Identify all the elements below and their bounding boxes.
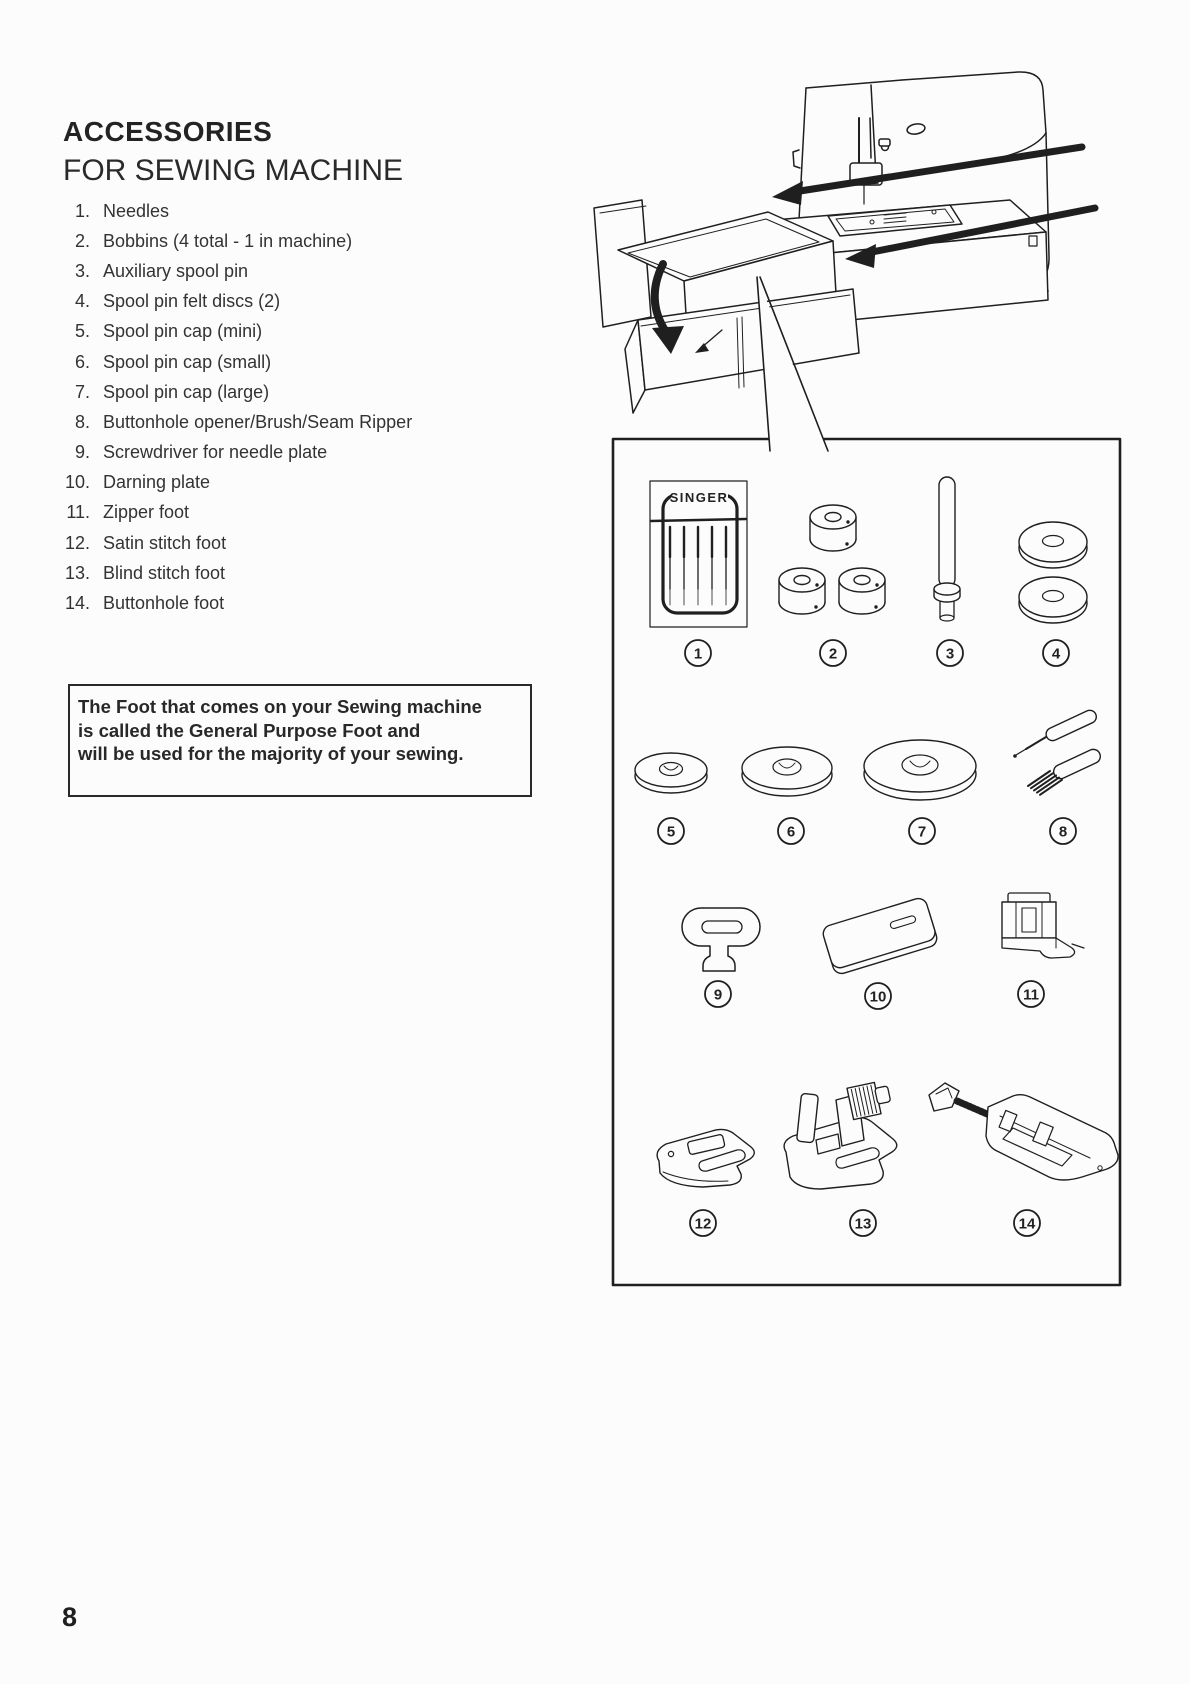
list-item: 10. Darning plate — [64, 472, 211, 493]
figure-item-number — [705, 981, 731, 1007]
spool-cap-mini-illustration — [635, 753, 707, 793]
general-purpose-foot-note — [68, 684, 532, 797]
satin-stitch-foot-illustration — [657, 1129, 754, 1187]
list-item: 14. Buttonhole foot — [64, 593, 225, 614]
plate-screwdriver-illustration — [682, 908, 760, 971]
svg-text:10: 10 — [869, 988, 887, 1006]
svg-text:5: 5 — [666, 823, 676, 841]
felt-discs-illustration — [1019, 522, 1087, 623]
figure-item-number — [1050, 818, 1076, 844]
list-item: 7. Spool pin cap (large) — [74, 381, 270, 402]
figure-item-number — [1018, 981, 1044, 1007]
svg-text:13: 13 — [854, 1215, 872, 1233]
accessories-list — [54, 196, 412, 619]
page-number: 8 — [62, 1602, 78, 1632]
list-item: 5. Spool pin cap (mini) — [74, 321, 263, 342]
list-item: 1. Needles — [74, 200, 170, 221]
svg-text:1: 1 — [693, 645, 703, 663]
figure-item-number — [865, 983, 891, 1009]
spool-pin-illustration — [934, 477, 960, 621]
figure-item-number — [820, 640, 846, 666]
spool-cap-large-illustration — [864, 740, 976, 800]
svg-text:9: 9 — [713, 986, 723, 1004]
figure-item-number — [937, 640, 963, 666]
note-line: will be used for the majority of your sewing. — [78, 743, 464, 764]
svg-text:8: 8 — [1058, 823, 1068, 841]
svg-text:12: 12 — [694, 1215, 712, 1233]
blind-stitch-foot-illustration — [784, 1080, 897, 1189]
list-item: 4. Spool pin felt discs (2) — [74, 291, 281, 312]
note-line: The Foot that comes on your Sewing machine — [78, 696, 482, 717]
svg-text:7: 7 — [917, 823, 927, 841]
open-lid-arrow — [655, 264, 666, 332]
svg-text:3: 3 — [945, 645, 955, 663]
machine-and-storage-illustration — [555, 58, 1155, 458]
figure-item-number — [690, 1210, 716, 1236]
figure-item-number — [1043, 640, 1069, 666]
list-item: 12. Satin stitch foot — [64, 532, 227, 553]
note-line: is called the General Purpose Foot and — [78, 719, 421, 741]
accessories-figure-box — [610, 436, 1125, 1290]
figure-item-number — [909, 818, 935, 844]
list-item: 3. Auxiliary spool pin — [74, 260, 249, 281]
seam-ripper-brush-illustration — [1013, 708, 1102, 795]
figure-item-number — [850, 1210, 876, 1236]
bobbins-illustration — [779, 505, 885, 614]
svg-text:6: 6 — [786, 823, 796, 841]
needles-illustration — [650, 481, 747, 627]
buttonhole-foot-illustration — [929, 1083, 1118, 1180]
list-item: 9. Screwdriver for needle plate — [74, 442, 328, 463]
brand-label: SINGER — [669, 490, 729, 505]
figure-item-number — [778, 818, 804, 844]
svg-text:2: 2 — [828, 645, 838, 663]
svg-text:11: 11 — [1023, 986, 1039, 1004]
page-title: ACCESSORIES — [63, 116, 273, 147]
list-item: 8. Buttonhole opener/Brush/Seam Ripper — [74, 411, 413, 432]
list-item: 6. Spool pin cap (small) — [74, 351, 272, 372]
list-item: 11. Zipper foot — [66, 502, 190, 523]
remove-tray-arrow — [800, 147, 1082, 191]
svg-text:14: 14 — [1018, 1215, 1036, 1233]
svg-text:4: 4 — [1051, 645, 1061, 663]
figure-item-number — [1014, 1210, 1040, 1236]
zipper-foot-illustration — [1002, 893, 1084, 958]
darning-plate-illustration — [821, 896, 939, 975]
page-subtitle: FOR SEWING MACHINE — [63, 154, 404, 187]
spool-cap-small-illustration — [742, 747, 832, 796]
figure-item-number — [685, 640, 711, 666]
list-item: 2. Bobbins (4 total - 1 in machine) — [74, 230, 353, 251]
list-item: 13. Blind stitch foot — [64, 562, 226, 583]
figure-item-number — [658, 818, 684, 844]
